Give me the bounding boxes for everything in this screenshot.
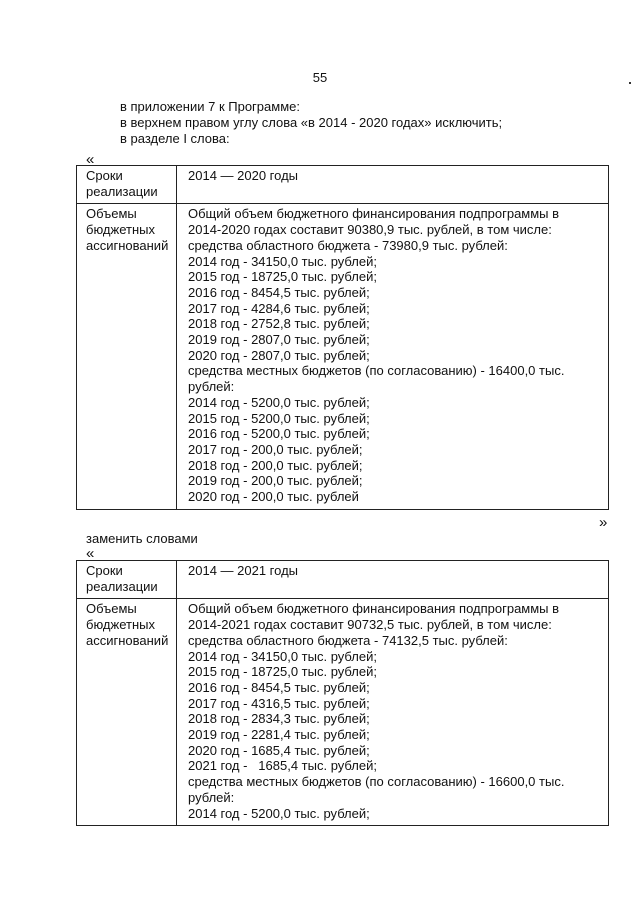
budget-line: средства областного бюджета - 73980,9 тыс. рублей: (188, 237, 508, 253)
budget-line: 2018 год - 200,0 тыс. рублей; (188, 457, 363, 473)
table-new (76, 560, 609, 826)
budget-line: средства местных бюджетов (по согласованию) - 16600,0 тыс. (188, 774, 565, 790)
budget-line: Общий объем бюджетного финансирования подпрограммы в (188, 206, 560, 222)
budget-line: рублей: (188, 379, 235, 395)
open-quote-old: « (86, 151, 95, 168)
intro-instructions (120, 99, 600, 147)
budget-value-cell (177, 599, 609, 826)
instruction-line-3: в разделе I слова: (120, 131, 230, 146)
budget-line: 2021 год - 1685,4 тыс. рублей; (188, 758, 377, 774)
budget-line: 2015 год - 18725,0 тыс. рублей; (188, 664, 377, 680)
period-label-line: реализации (86, 183, 158, 199)
budget-label-line: ассигнований (86, 237, 169, 253)
budget-line: 2019 год - 2807,0 тыс. рублей; (188, 332, 370, 348)
period-label-cell (77, 561, 177, 599)
budget-line: 2020 год - 200,0 тыс. рублей (188, 489, 359, 505)
budget-line: 2014 год - 5200,0 тыс. рублей; (188, 805, 370, 821)
page-number: 55 (312, 70, 328, 85)
period-label-line: Сроки (86, 168, 123, 183)
corner-mark (629, 82, 631, 84)
budget-label-cell (77, 204, 177, 509)
period-value-cell (177, 561, 609, 599)
budget-label-line: Объемы (86, 601, 137, 617)
budget-line: 2014-2021 годах составит 90732,5 тыс. рублей, в том числе: (188, 617, 552, 633)
period-value: 2014 — 2021 годы (188, 563, 299, 578)
budget-line: 2016 год - 8454,5 тыс. рублей; (188, 679, 370, 695)
budget-line: 2018 год - 2752,8 тыс. рублей; (188, 316, 370, 332)
budget-line: 2019 год - 200,0 тыс. рублей; (188, 473, 363, 489)
budget-line: 2019 год - 2281,4 тыс. рублей; (188, 727, 370, 743)
budget-line: 2014 год - 34150,0 тыс. рублей; (188, 253, 377, 269)
budget-line: 2017 год - 200,0 тыс. рублей; (188, 441, 363, 457)
budget-line: 2014 год - 34150,0 тыс. рублей; (188, 648, 377, 664)
period-value: 2014 — 2020 годы (188, 168, 299, 183)
budget-label-line: Объемы (86, 206, 137, 222)
budget-line: 2015 год - 18725,0 тыс. рублей; (188, 269, 377, 285)
budget-line: 2017 год - 4284,6 тыс. рублей; (188, 300, 370, 316)
table-old (76, 165, 609, 510)
row-budget (77, 204, 609, 509)
period-label-cell (77, 166, 177, 204)
period-value-cell (177, 166, 609, 204)
replace-instruction: заменить словами (86, 531, 198, 546)
period-label-line: реализации (86, 578, 158, 594)
budget-value-cell (177, 204, 609, 509)
budget-label-line: бюджетных (86, 617, 155, 633)
budget-line: Общий объем бюджетного финансирования подпрограммы в (188, 601, 560, 617)
budget-line: 2017 год - 4316,5 тыс. рублей; (188, 695, 370, 711)
row-budget (77, 599, 609, 826)
budget-line: рублей: (188, 789, 235, 805)
budget-line: 2015 год - 5200,0 тыс. рублей; (188, 410, 370, 426)
budget-label-cell (77, 599, 177, 826)
row-period (77, 166, 609, 204)
budget-line: средства областного бюджета - 74132,5 тыс. рублей: (188, 632, 508, 648)
budget-line: 2016 год - 5200,0 тыс. рублей; (188, 426, 370, 442)
budget-line: 2016 год - 8454,5 тыс. рублей; (188, 284, 370, 300)
instruction-line-1: в приложении 7 к Программе: (120, 99, 300, 114)
instruction-line-2: в верхнем правом углу слова «в 2014 - 2020 годах» исключить; (120, 115, 503, 130)
close-quote-old: » (599, 514, 608, 531)
budget-line: 2014-2020 годах составит 90380,9 тыс. рублей, в том числе: (188, 222, 552, 238)
budget-label-line: бюджетных (86, 222, 155, 238)
budget-line: 2014 год - 5200,0 тыс. рублей; (188, 394, 370, 410)
period-label-line: Сроки (86, 563, 123, 578)
budget-line: 2020 год - 2807,0 тыс. рублей; (188, 347, 370, 363)
open-quote-new: « (86, 545, 95, 562)
budget-label-line: ассигнований (86, 632, 169, 648)
row-period (77, 561, 609, 599)
budget-line: средства местных бюджетов (по согласованию) - 16400,0 тыс. (188, 363, 565, 379)
budget-line: 2018 год - 2834,3 тыс. рублей; (188, 711, 370, 727)
budget-line: 2020 год - 1685,4 тыс. рублей; (188, 742, 370, 758)
